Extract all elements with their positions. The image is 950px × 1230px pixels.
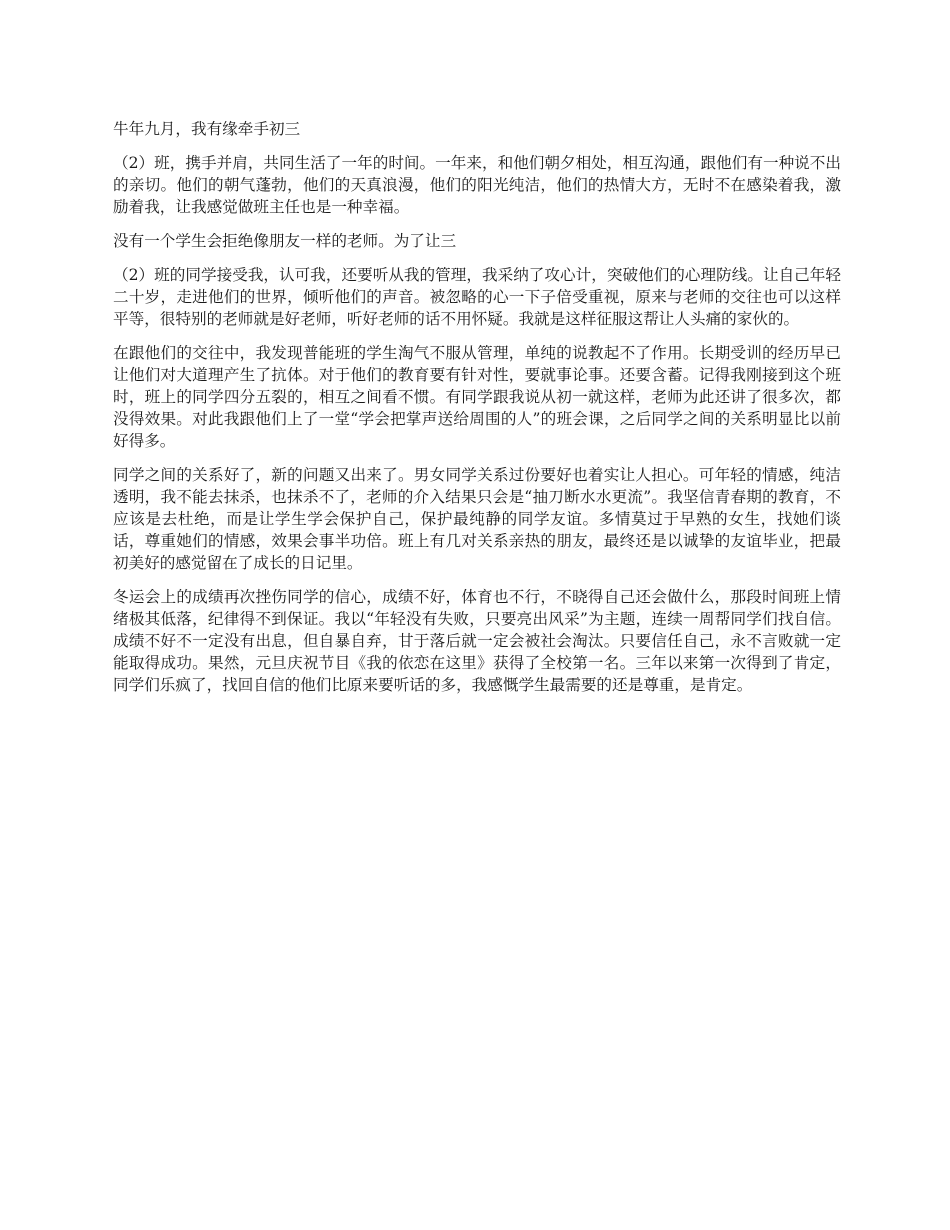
paragraph-1: 牛年九月，我有缘牵手初三: [113, 120, 301, 138]
paragraph-3: 没有一个学生会拒绝像朋友一样的老师。为了让三: [113, 232, 457, 250]
paragraph-6: 同学之间的关系好了，新的问题又出来了。男女同学关系过份要好也着实让人担心。可年轻的情感，纯洁透明，我不能去抹杀，也抹杀不了，老师的介入结果只会是“抽刀断水水更流”。我坚信青春期的教育，不应该是去杜绝，而是让学生学会保护自己，保护最纯静的同学友谊。多情莫过于早熟的女生，找她们谈话，尊重她们的情感，效果会事半功倍。班上有几对关系亲热的朋友，最终还是以诚挚的友谊毕业，把最初美好的感觉留在了成长的日记里。: [113, 466, 841, 572]
paragraph-7: 冬运会上的成绩再次挫伤同学的信心，成绩不好，体育也不行，不晓得自己还会做什么，那段时间班上情绪极其低落，纪律得不到保证。我以“年轻没有失败，只要亮出风采”为主题，连续一周帮同学们找自信。成绩不好不一定没有出息，但自暴自弃，甘于落后就一定会被社会淘汰。只要信任自己，永不言败就一定能取得成功。果然，元旦庆祝节目《我的依恋在这里》获得了全校第一名。三年以来第一次得到了肯定，同学们乐疯了，找回自信的他们比原来要听话的多，我感慨学生最需要的还是尊重，是肯定。: [113, 588, 841, 694]
document-body: [113, 118, 841, 708]
paragraph-5: 在跟他们的交往中，我发现普能班的学生淘气不服从管理，单纯的说教起不了作用。长期受训的经历早已让他们对大道理产生了抗体。对于他们的教育要有针对性，要就事论事。还要含蓄。记得我刚接到这个班时，班上的同学四分五裂的，相互之间看不惯。有同学跟我说从初一就这样，老师为此还讲了很多次，都没得效果。对此我跟他们上了一堂“学会把掌声送给周围的人”的班会课，之后同学之间的关系明显比以前好得多。: [113, 344, 841, 450]
paragraph-4: （2）班的同学接受我，认可我，还要听从我的管理，我采纳了攻心计，突破他们的心理防线。让自己年轻二十岁，走进他们的世界，倾听他们的声音。被忽略的心一下子倍受重视，原来与老师的交往也可以这样平等，很特别的老师就是好老师，听好老师的话不用怀疑。我就是这样征服这帮让人头痛的家伙的。: [113, 266, 842, 328]
paragraph-2: （2）班，携手并肩，共同生活了一年的时间。一年来，和他们朝夕相处，相互沟通，跟他们有一种说不出的亲切。他们的朝气蓬勃，他们的天真浪漫，他们的阳光纯洁，他们的热情大方，无时不在感染着我，激励着我，让我感觉做班主任也是一种幸福。: [113, 154, 842, 216]
